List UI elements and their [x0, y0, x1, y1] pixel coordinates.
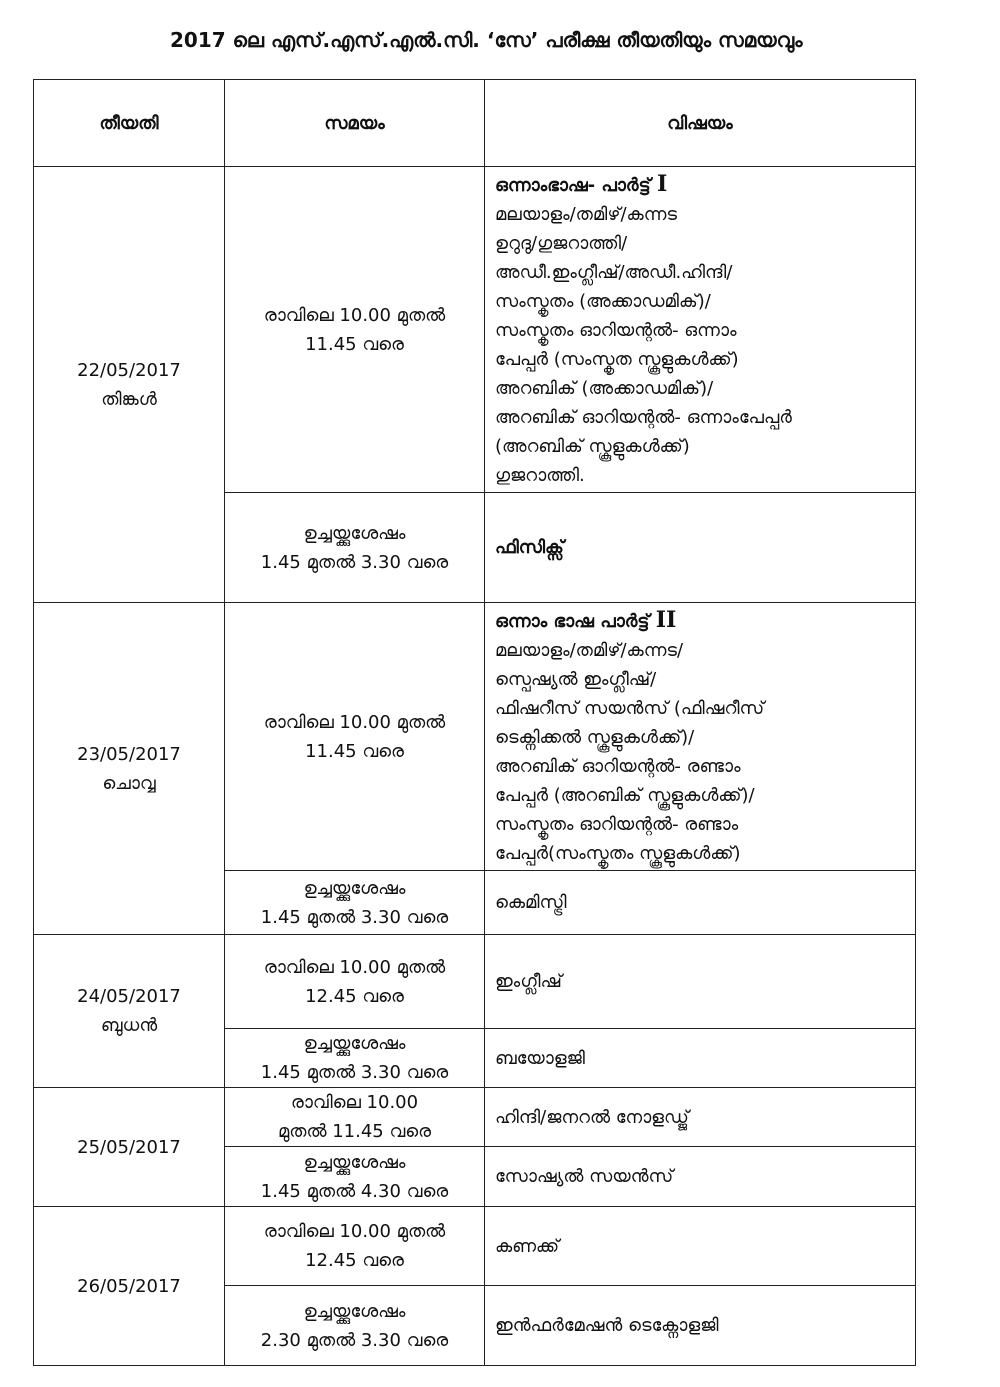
time-end: 12.45 വരെ — [305, 985, 404, 1007]
subject-line: ടെക്നിക്കൽ സ്കൂളുകൾക്ക്)/ — [495, 726, 695, 748]
time-cell — [225, 871, 485, 935]
subject-line: ഗുജറാത്തി. — [495, 464, 585, 486]
header-date: തീയതി — [34, 80, 225, 167]
date-value: 22/05/2017 — [77, 359, 181, 381]
time-end: 1.45 മുതൽ 3.30 വരെ — [260, 1062, 449, 1083]
time-cell — [225, 493, 485, 603]
time-cell — [225, 1286, 485, 1366]
page-title: 2017 ലെ എസ്.എസ്.എൽ.സി. ‘സേ’ പരീക്ഷ തീയതിയും സമയവും — [170, 28, 803, 52]
time-cell — [225, 935, 485, 1029]
date-cell — [34, 1207, 225, 1366]
date-cell — [34, 167, 225, 603]
time-start: ഉച്ചയ്ക്കുശേഷം — [303, 1033, 406, 1054]
table-row — [34, 1207, 916, 1286]
time-start: രാവിലെ 10.00 — [290, 1092, 419, 1113]
time-cell — [225, 167, 485, 493]
time-start: ഉച്ചയ്ക്കുശേഷം — [303, 522, 406, 544]
date-value: 23/05/2017 — [77, 743, 181, 765]
weekday-value: ബുധൻ — [100, 1015, 158, 1036]
time-start: രാവിലെ 10.00 മുതൽ — [263, 956, 446, 978]
time-end: 1.45 മുതൽ 4.30 വരെ — [260, 1180, 449, 1202]
time-end: 1.45 മുതൽ 3.30 വരെ — [260, 551, 449, 573]
time-end: 11.45 വരെ — [305, 333, 404, 355]
date-value: 26/05/2017 — [77, 1275, 181, 1297]
time-end: മുതൽ 11.45 വരെ — [277, 1121, 432, 1142]
subject-line: അറബിക് ഓറിയന്റൽ- ഒന്നാംപേപ്പർ — [495, 406, 792, 428]
subject-cell: സോഷ്യൽ സയൻസ് — [485, 1147, 916, 1207]
time-start: ഉച്ചയ്ക്കുശേഷം — [303, 1300, 406, 1322]
subject-title: ഫിസിക്സ് — [495, 537, 564, 558]
date-cell — [34, 1088, 225, 1207]
subject-line: സംസ്കൃതം ഓറിയന്റൽ- രണ്ടാം — [495, 813, 739, 835]
subject-line: മലയാളം/തമിഴ്/കന്നട/ — [495, 639, 684, 661]
subject-line: അഡീ.ഇംഗ്ലീഷ്/അഡീ.ഹിന്ദി/ — [495, 261, 733, 283]
exam-schedule-table — [33, 79, 916, 1366]
subject-line: പേപ്പർ(സംസ്കൃതം സ്കൂളുകൾക്ക്) — [495, 842, 741, 864]
subject-cell — [485, 167, 916, 493]
subject-line: ഫിഷറീസ് സയൻസ് (ഫിഷറീസ് — [495, 697, 765, 719]
subject-line: സംസ്കൃതം ഓറിയന്റൽ- ഒന്നാം — [495, 319, 737, 341]
table-row — [34, 167, 916, 493]
subject-title: ഒന്നാംഭാഷ- പാർട്ട് I — [495, 170, 668, 197]
table-row — [34, 935, 916, 1029]
subject-cell: കെമിസ്ട്രി — [485, 871, 916, 935]
subject-line: (അറബിക് സ്കൂളുകൾക്ക്) — [495, 435, 690, 457]
header-time: സമയം — [225, 80, 485, 167]
subject-cell: കണക്ക് — [485, 1207, 916, 1286]
weekday-value: ചൊവ്വ — [102, 772, 156, 794]
time-cell — [225, 1147, 485, 1207]
subject-cell — [485, 603, 916, 871]
time-start: ഉച്ചയ്ക്കുശേഷം — [303, 1151, 406, 1173]
time-start: രാവിലെ 10.00 മുതൽ — [263, 304, 446, 326]
table-row — [34, 1088, 916, 1147]
time-cell — [225, 1088, 485, 1147]
time-start: രാവിലെ 10.00 മുതൽ — [263, 711, 446, 733]
subject-line: സ്പെഷ്യൽ ഇംഗ്ലീഷ്/ — [495, 668, 657, 690]
subject-line: മലയാളം/തമിഴ്/കന്നട — [495, 203, 678, 225]
time-end: 1.45 മുതൽ 3.30 വരെ — [260, 906, 449, 928]
time-cell — [225, 603, 485, 871]
date-cell — [34, 603, 225, 935]
subject-line: അറബിക് ഓറിയന്റൽ- രണ്ടാം — [495, 755, 741, 777]
date-cell — [34, 935, 225, 1088]
subject-cell: ഹിന്ദി/ജനറൽ നോളഡ്ജ് — [485, 1088, 916, 1147]
subject-cell: ബയോളജി — [485, 1029, 916, 1088]
date-value: 25/05/2017 — [77, 1136, 181, 1158]
subject-line: ഉറുദു/ഗുജറാത്തി/ — [495, 232, 628, 254]
time-end: 12.45 വരെ — [305, 1250, 404, 1271]
weekday-value: തിങ്കൾ — [101, 388, 157, 410]
subject-cell: ഇൻഫർമേഷൻ ടെക്നോളജി — [485, 1286, 916, 1366]
time-end: 2.30 മുതൽ 3.30 വരെ — [260, 1329, 449, 1351]
subject-line: പേപ്പർ (സംസ്കൃത സ്കൂളുകൾക്ക്) — [495, 348, 739, 370]
subject-title: ഒന്നാം ഭാഷ പാർട്ട് II — [495, 606, 677, 633]
subject-line: സംസ്കൃതം (അക്കാഡമിക്)/ — [495, 290, 711, 312]
subject-line: അറബിക് (അക്കാഡമിക്)/ — [495, 377, 714, 399]
table-row — [34, 603, 916, 871]
header-row — [34, 80, 916, 167]
header-subject: വിഷയം — [485, 80, 916, 167]
time-start: ഉച്ചയ്ക്കുശേഷം — [303, 877, 406, 899]
subject-line: പേപ്പർ (അറബിക് സ്കൂളുകൾക്ക്)/ — [495, 784, 755, 806]
subject-cell: ഇംഗ്ലീഷ് — [485, 935, 916, 1029]
time-start: രാവിലെ 10.00 മുതൽ — [263, 1221, 446, 1242]
time-cell — [225, 1207, 485, 1286]
subject-cell — [485, 493, 916, 603]
time-cell — [225, 1029, 485, 1088]
date-value: 24/05/2017 — [77, 986, 181, 1007]
time-end: 11.45 വരെ — [305, 740, 404, 762]
